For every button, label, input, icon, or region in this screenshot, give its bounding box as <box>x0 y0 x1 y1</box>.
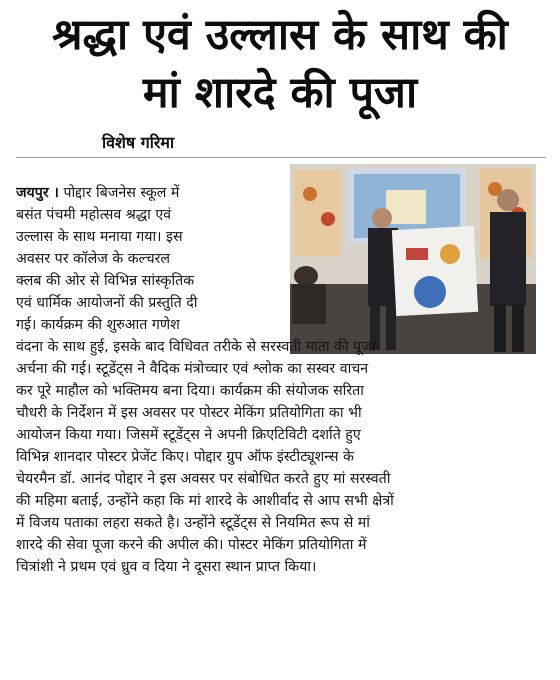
body-line: शारदे की सेवा पूजा करने की अपील की। पोस्टर मेकिंग प्रतियोगिता में <box>16 537 367 553</box>
article-headline <box>0 6 560 122</box>
headline-line-2: मां शारदे की पूजा <box>142 68 418 118</box>
body-line: कर पूरे माहौल को भक्तिमय बना दिया। कार्यक्रम की संयोजक सरिता <box>16 383 364 399</box>
body-line: उल्लास के साथ मनाया गया। इस <box>16 229 183 245</box>
body-line: क्लब की ओर से विभिन्न सांस्कृतिक <box>16 273 195 289</box>
body-line: अवसर पर कॉलेज के कल्चरल <box>16 251 171 267</box>
body-line: चौधरी के निर्देशन में इस अवसर पर पोस्टर मेकिंग प्रतियोगिता का भी <box>16 405 362 421</box>
body-line: गई। कार्यक्रम की शुरुआत गणेश <box>16 317 180 333</box>
body-line: चित्रांशी ने प्रथम एवं ध्रुव व दिया ने दूसरा स्थान प्राप्त किया। <box>16 559 317 575</box>
headline-line-1: श्रद्धा एवं उल्लास के साथ की <box>52 10 508 60</box>
body-line: आयोजन किया गया। जिसमें स्टूडेंट्स ने अपनी क्रिएटिविटी दर्शाते हुए <box>16 427 361 443</box>
body-line: की महिमा बताई, उन्होंने कहा कि मां शारदे के आशीर्वाद से आप सभी क्षेत्रों <box>16 493 394 509</box>
divider <box>16 157 546 158</box>
dateline: जयपुर । <box>16 185 59 201</box>
body-line: बसंत पंचमी महोत्सव श्रद्धा एवं <box>16 207 172 223</box>
body-line: विभिन्न शानदार पोस्टर प्रेजेंट किए। पोद्दार ग्रुप ऑफ इंस्टीट्यूशन्स के <box>16 449 354 465</box>
body-line: जयपुर । पोद्दार बिजनेस स्कूल में <box>16 185 180 201</box>
body-line: एवं धार्मिक आयोजनों की प्रस्तुति दी <box>16 295 198 311</box>
body-line: वंदना के साथ हुई, इसके बाद विधिवत तरीके से सरस्वती माता की पूजा <box>16 339 376 355</box>
body-line: चेयरमैन डॉ. आनंद पोद्दार ने इस अवसर पर संबोधित करते हुए मां सरस्वती <box>16 471 391 487</box>
body-line: अर्चना की गई। स्टूडेंट्स ने वैदिक मंत्रोच्चार एवं श्लोक का सस्वर वाचन <box>16 361 369 377</box>
body-line: में विजय पताका लहरा सकते है। उन्होंने स्टूडेंट्स से नियमित रूप से मां <box>16 515 370 531</box>
article-body <box>16 182 540 578</box>
byline: विशेष गरिमा <box>102 133 175 152</box>
